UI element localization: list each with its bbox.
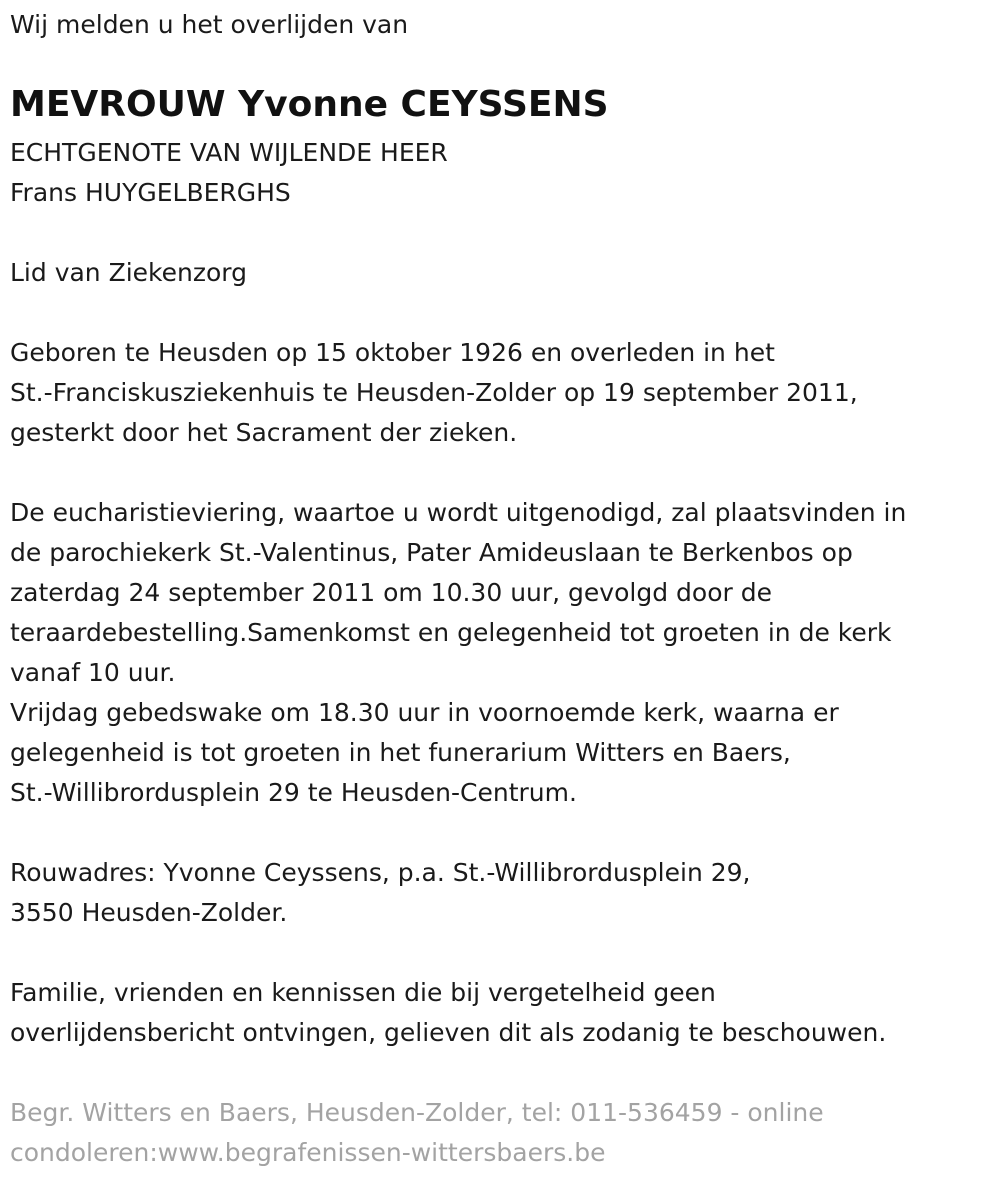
spouse-block	[10, 133, 448, 213]
membership-block	[10, 253, 247, 293]
ceremony-line: Vrijdag gebedswake om 18.30 uur in voornoemde kerk, waarna er	[10, 698, 839, 727]
address-block	[10, 853, 751, 933]
address-line: Rouwadres: Yvonne Ceyssens, p.a. St.-Willibrordusplein 29,	[10, 858, 751, 887]
intro-text: Wij melden u het overlijden van	[10, 10, 409, 39]
birth-death-block	[10, 333, 858, 453]
ceremony-line: teraardebestelling.Samenkomst en gelegenheid tot groeten in de kerk	[10, 618, 892, 647]
birth-death-line: gesterkt door het Sacrament der zieken.	[10, 418, 518, 447]
notice-line: Familie, vrienden en kennissen die bij vergetelheid geen	[10, 978, 716, 1007]
ceremony-line: gelegenheid is tot groeten in het funerarium Witters en Baers,	[10, 738, 791, 767]
ceremony-line: zaterdag 24 september 2011 om 10.30 uur, gevolgd door de	[10, 578, 772, 607]
deceased-name: MEVROUW Yvonne CEYSSENS	[10, 84, 609, 125]
ceremony-line: de parochiekerk St.-Valentinus, Pater Amideuslaan te Berkenbos op	[10, 538, 853, 567]
ceremony-line: St.-Willibrordusplein 29 te Heusden-Centrum.	[10, 778, 577, 807]
footer-line: Begr. Witters en Baers, Heusden-Zolder, tel: 011-536459 - online	[10, 1098, 824, 1127]
spouse-line: ECHTGENOTE VAN WIJLENDE HEER	[10, 138, 448, 167]
address-line: 3550 Heusden-Zolder.	[10, 898, 288, 927]
funeral-home-footer	[10, 1093, 824, 1173]
footer-line: condoleren:www.begrafenissen-wittersbaers.be	[10, 1138, 606, 1167]
birth-death-line: Geboren te Heusden op 15 oktober 1926 en overleden in het	[10, 338, 775, 367]
ceremony-line: De eucharistieviering, waartoe u wordt uitgenodigd, zal plaatsvinden in	[10, 498, 907, 527]
spouse-line: Frans HUYGELBERGHS	[10, 178, 291, 207]
birth-death-line: St.-Franciskusziekenhuis te Heusden-Zolder op 19 september 2011,	[10, 378, 858, 407]
notice-block	[10, 973, 886, 1053]
ceremony-block	[10, 493, 906, 813]
membership-text: Lid van Ziekenzorg	[10, 258, 247, 287]
notice-line: overlijdensbericht ontvingen, gelieven dit als zodanig te beschouwen.	[10, 1018, 887, 1047]
ceremony-line: vanaf 10 uur.	[10, 658, 176, 687]
